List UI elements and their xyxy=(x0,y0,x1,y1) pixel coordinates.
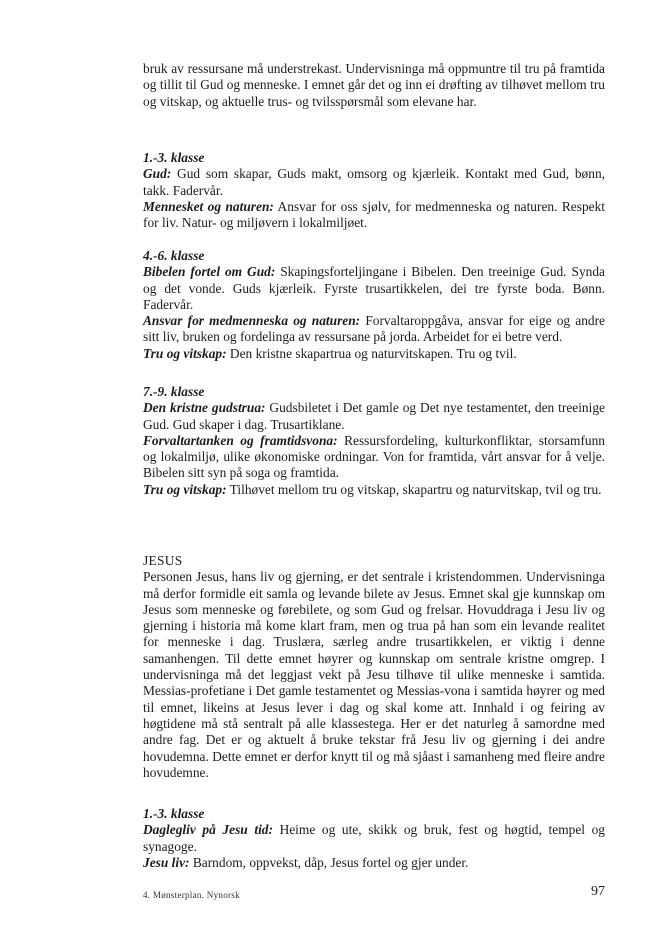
section-heading: 1.-3. klasse xyxy=(143,150,205,165)
intro-paragraph: bruk av ressursane må understrekast. Undervisninga må oppmuntre til tru på framtida og tillit til Gud og menneske. I emnet går det og inn ei drøfting av tilhøvet mellom tru og vitskap, og aktuelle trus- og tvilsspørsmål som elevane har. xyxy=(143,61,605,109)
section-1-3-klasse xyxy=(143,150,605,231)
running-footer: 4. Mønsterplan. Nynorsk xyxy=(143,890,240,900)
topic-label: Forvaltartanken og framtidsvona: xyxy=(143,432,338,448)
intro-block xyxy=(143,61,605,110)
topic-item xyxy=(143,346,605,362)
topic-label: Ansvar for medmenneska og naturen: xyxy=(143,313,361,329)
topic-item xyxy=(143,822,605,855)
topic-label: Tru og vitskap: xyxy=(143,481,227,497)
topic-item xyxy=(143,313,605,346)
jesus-section xyxy=(143,553,605,781)
section-7-9-klasse xyxy=(143,384,605,498)
section-title: JESUS xyxy=(143,553,183,568)
page-number: 97 xyxy=(591,884,605,899)
topic-label: Tru og vitskap: xyxy=(143,345,227,361)
topic-label: Gud: xyxy=(143,166,172,182)
topic-text: Tilhøvet mellom tru og vitskap, skapartru og naturvitskap, tvil og tru. xyxy=(226,481,602,497)
topic-text: Den kristne skapartrua og naturvitskapen. Tru og tvil. xyxy=(226,345,517,361)
section-heading: 4.-6. klasse xyxy=(143,248,205,263)
topic-label: Mennesket og naturen: xyxy=(143,198,274,214)
section-heading: 7.-9. klasse xyxy=(143,384,205,399)
section-4-6-klasse xyxy=(143,248,605,362)
topic-item xyxy=(143,199,605,232)
section-heading: 1.-3. klasse xyxy=(143,806,205,821)
topic-text: Gudsbiletet i Det gamle og Det nye testamentet, den treeinige Gud. Gud skaper i dag. Trusartiklane. xyxy=(143,400,605,432)
topic-item xyxy=(143,264,605,313)
topic-text: Forvaltaroppgåva, ansvar for eige og andre sitt liv, bruken og fordelinga av ressursane på jorda. Arbeidet for ei betre verd. xyxy=(143,313,605,345)
topic-text: Gud som skapar, Guds makt, omsorg og kjærleik. Kontakt med Gud, bønn, takk. Fadervår. xyxy=(143,166,605,198)
topic-label: Daglegliv på Jesu tid: xyxy=(143,822,273,838)
section-jesus-1-3-klasse xyxy=(143,806,605,871)
jesus-paragraph: Personen Jesus, hans liv og gjerning, er det sentrale i kristendommen. Undervisninga må derfor formidle eit samla og levande bilete av Jesus. Emnet skal gje kunnskap om Jesus som menneske og førebilete, og som Gud og frelsar. Hovuddraga i Jesu liv og gjerning i historia må kome klart fram, men og trua på han som ein levande realitet for menneske i dag. Truslæra, særleg andre trusartikkelen, er viktig i denne samanhengen. Til dette emnet høyrer og kunnskap om sentrale kristne omgrep. I undervisninga må det leggjast vekt på Jesu tilhøve til ulike menneske i samtida. Messias-profetiane i Det gamle testamentet og Messias-vona i samtida høyrer og med til emnet, likeins at Jesus lever i dag og skal kome att. Innhald i og feiring av høgtidene må stå sentralt på alle klassestega. Her er det naturleg å samordne med andre fag. Det er og aktuelt å bruke tekstar frå Jesu liv og gjerning i dei andre hovudemna. Dette emnet er derfor knytt til og må sjåast i samanheng med fleire andre hovudemne. xyxy=(143,569,605,780)
topic-item xyxy=(143,400,605,433)
topic-text: Ressursfordeling, kulturkonfliktar, storsamfunn og lokalmiljø, ulike økonomiske ordningar. Von for framtida, vårt ansvar for å velje. Bibelen sitt syn på soga og framtida. xyxy=(143,432,605,481)
topic-item xyxy=(143,166,605,199)
topic-text: Heime og ute, skikk og bruk, fest og høgtid, tempel og synagoge. xyxy=(143,822,605,854)
topic-item xyxy=(143,433,605,482)
topic-label: Den kristne gudstrua: xyxy=(143,400,266,416)
topic-label: Bibelen fortel om Gud: xyxy=(143,264,276,280)
topic-text: Barndom, oppvekst, dåp, Jesus fortel og gjer under. xyxy=(189,854,469,870)
topic-text: Ansvar for oss sjølv, for medmenneska og naturen. Respekt for liv. Natur- og miljøvern i lokalmiljøet. xyxy=(143,198,606,231)
topic-text: Skapingsforteljingane i Bibelen. Den treeinige Gud. Synda og det vonde. Guds kjærleik. Fyrste trusartikkelen, dei tre fyrste boda. Bønn. Fadervår. xyxy=(143,264,606,312)
topic-label: Jesu liv: xyxy=(143,854,190,870)
topic-item xyxy=(143,482,605,498)
topic-item xyxy=(143,855,605,871)
